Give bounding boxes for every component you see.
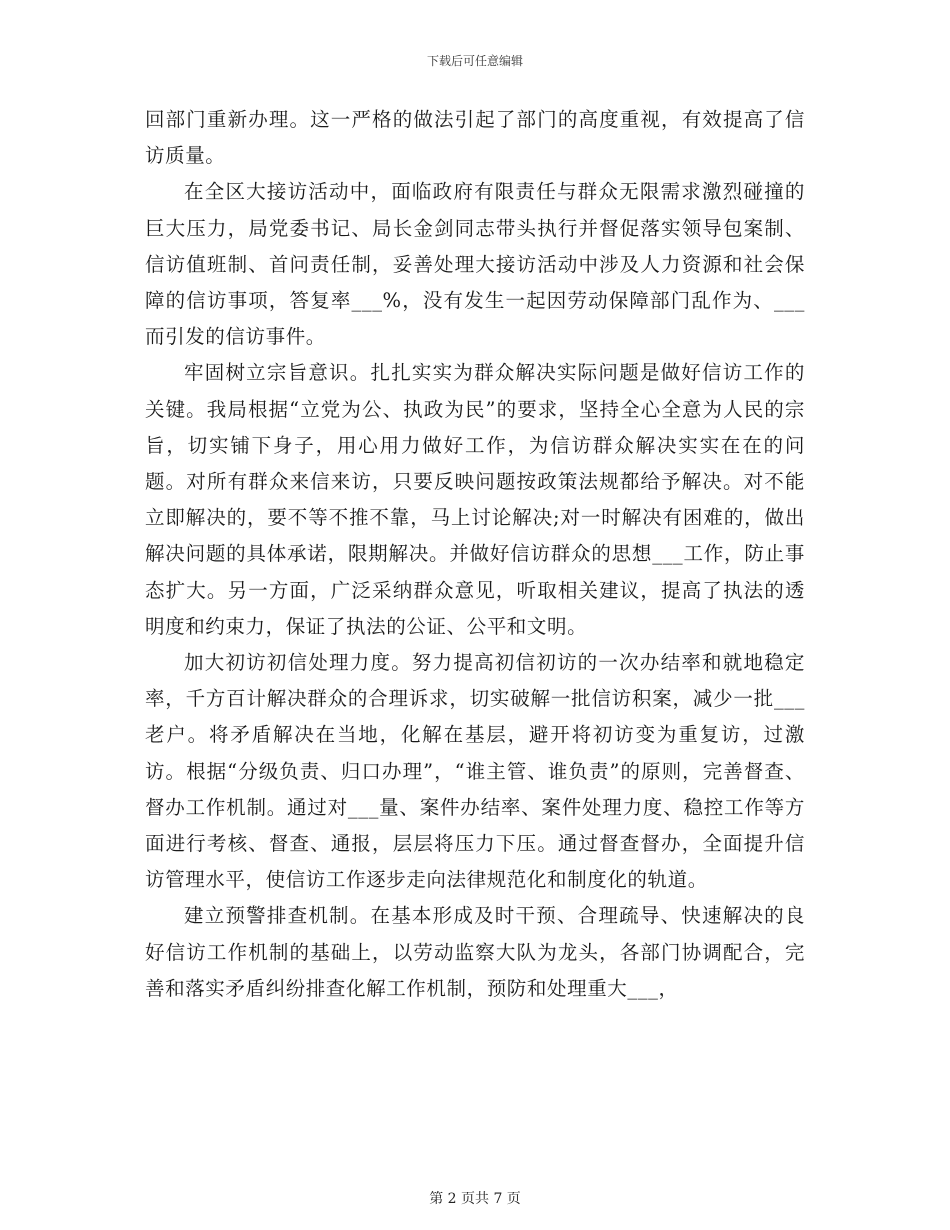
- paragraph-2: 在全区大接访活动中，面临政府有限责任与群众无限需求激烈碰撞的巨大压力，局党委书记、局长金剑同志带头执行并督促落实领导包案制、信访值班制、首问责任制，妥善处理大接访活动中涉及人力资源和社会保障的信访事项，答复率___%，没有发生一起因劳动保障部门乱作为、___而引发的信访事件。: [145, 180, 805, 349]
- paragraph-3: 牢固树立宗旨意识。扎扎实实为群众解决实际问题是做好信访工作的关键。我局根据“立党为公、执政为民”的要求，坚持全心全意为人民的宗旨，切实铺下身子，用心用力做好工作，为信访群众解决实实在在的问题。对所有群众来信来访，只要反映问题按政策法规都给予解决。对不能立即解决的，要不等不推不靠，马上讨论解决;对一时解决有困难的，做出解决问题的具体承诺，限期解决。并做好信访群众的思想___工作，防止事态扩大。另一方面，广泛采纳群众意见，听取相关建议，提高了执法的透明度和约束力，保证了执法的公证、公平和文明。: [145, 361, 805, 638]
- document-body: [145, 102, 805, 1007]
- paragraph-4: 加大初访初信处理力度。努力提高初信初访的一次办结率和就地稳定率，千方百计解决群众的合理诉求，切实破解一批信访积案，减少一批___老户。将矛盾解决在当地，化解在基层，避开将初访变为重复访，过激访。根据“分级负责、归口办理”，“谁主管、谁负责”的原则，完善督查、督办工作机制。通过对___量、案件办结率、案件处理力度、稳控工作等方面进行考核、督查、通报，层层将压力下压。通过督查督办，全面提升信访管理水平，使信访工作逐步走向法律规范化和制度化的轨道。: [145, 651, 805, 892]
- page-header-note: 下载后可任意编辑: [426, 54, 523, 68]
- paragraph-5: 建立预警排查机制。在基本形成及时干预、合理疏导、快速解决的良好信访工作机制的基础上，以劳动监察大队为龙头，各部门协调配合，完善和落实矛盾纠纷排查化解工作机制，预防和处理重大___，: [145, 904, 805, 1000]
- page-number-footer: 第 2 页共 7 页: [429, 1191, 521, 1207]
- paragraph-1: 回部门重新办理。这一严格的做法引起了部门的高度重视，有效提高了信访质量。: [145, 108, 805, 168]
